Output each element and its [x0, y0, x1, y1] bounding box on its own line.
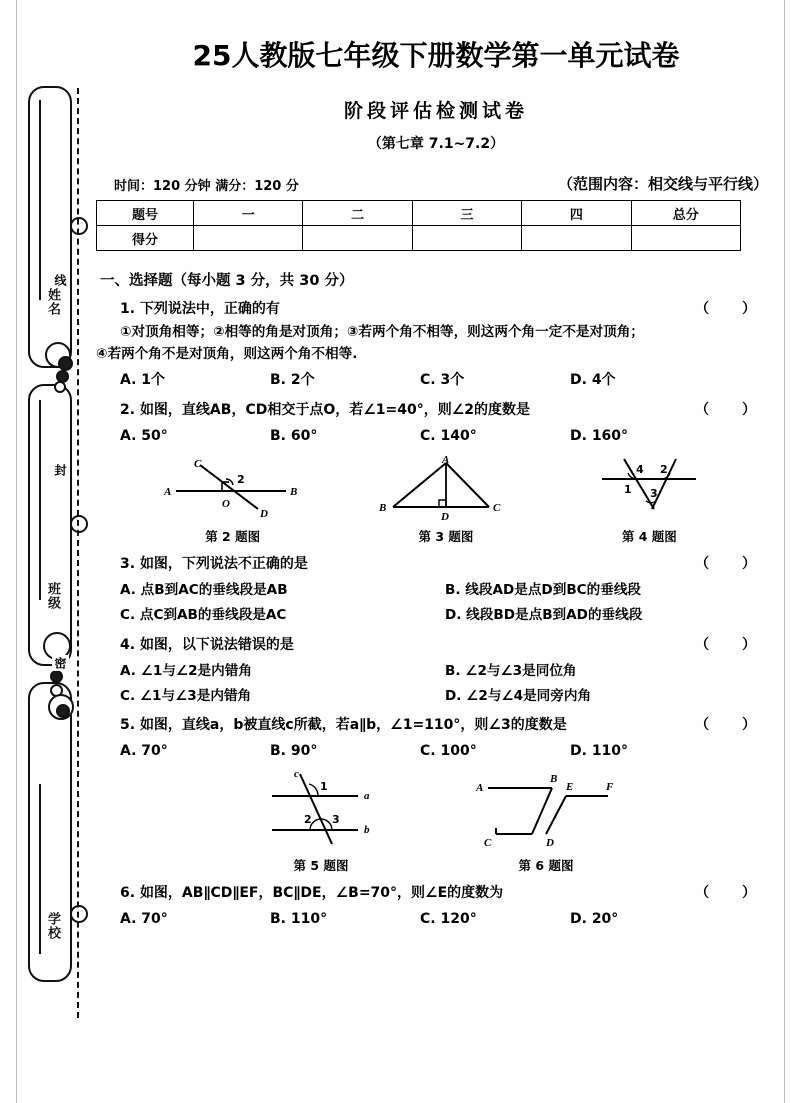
binder-ring-icon — [70, 217, 88, 235]
figure-label-angle-3: 3 — [332, 813, 340, 827]
option-d[interactable]: D. ∠2与∠4是同旁内角 — [445, 687, 592, 704]
figure-label-B: B — [550, 773, 558, 786]
figure-label-B: B — [378, 501, 387, 514]
figure-label-A: A — [441, 454, 450, 466]
option-a[interactable]: A. 70° — [120, 911, 168, 928]
question-text: 如图，直线AB，CD相交于点O，若∠1=40°，则∠2的度数是 — [139, 401, 531, 418]
figure-label-angle-1: 1 — [320, 780, 328, 794]
question-3-options-row2 — [120, 605, 776, 625]
option-b[interactable]: B. 90° — [270, 743, 318, 760]
question-5 — [96, 715, 776, 762]
figure-q5 — [246, 768, 396, 874]
figure-q6 — [466, 768, 626, 874]
chapter-range: （第七章 7.1~7.2） — [367, 136, 505, 152]
option-d[interactable]: D. 160° — [570, 427, 629, 444]
question-1-detail-line-1: ①对顶角相等；②相等的角是对顶角；③若两个角不相等，则这两个角一定不是对顶角； — [120, 324, 644, 340]
figure-caption-q3: 第 3 题图 — [418, 528, 474, 544]
score-input-cell[interactable] — [631, 226, 740, 251]
figure-row-bottom — [96, 768, 776, 874]
figure-q4-drawing — [584, 455, 714, 521]
scan-artifact-dot — [50, 670, 63, 683]
figure-caption-q2: 第 2 题图 — [205, 528, 261, 544]
question-6-options — [120, 909, 776, 930]
question-number: 1. — [120, 301, 136, 317]
question-text: 如图，直线a，b被直线c所截，若a∥b，∠1=110°，则∠3的度数是 — [139, 717, 567, 734]
seal-word-feng: 封 — [53, 464, 67, 476]
option-a[interactable]: A. 70° — [120, 743, 168, 760]
answer-blank-2[interactable]: （ ） — [695, 401, 770, 418]
seal-write-line-class — [39, 400, 41, 600]
figure-q5-drawing — [246, 768, 396, 850]
figure-label-angle-2: 2 — [660, 462, 668, 476]
answer-blank-3[interactable]: （ ） — [695, 555, 770, 572]
table-row — [97, 201, 741, 226]
question-3-stem — [120, 554, 308, 575]
scan-artifact-dot — [58, 356, 73, 371]
question-2-stem — [120, 400, 530, 421]
question-6 — [96, 883, 776, 930]
option-b[interactable]: B. 线段AD是点D到BC的垂线段 — [445, 581, 642, 598]
score-input-cell[interactable] — [522, 226, 631, 251]
score-table-cell: 一 — [194, 201, 303, 226]
figure-label-angle-4: 4 — [636, 462, 644, 476]
figure-label-E: E — [566, 781, 574, 794]
figure-label-c: c — [294, 768, 299, 781]
scope-note: （范围内容：相交线与平行线） — [557, 175, 768, 193]
option-d[interactable]: D. 110° — [570, 743, 629, 760]
figure-label-D: D — [440, 510, 449, 521]
option-c[interactable]: C. 100° — [420, 743, 477, 760]
table-row — [97, 226, 741, 251]
figure-q3-drawing — [371, 455, 521, 521]
answer-blank-4[interactable]: （ ） — [695, 636, 770, 653]
option-b[interactable]: B. ∠2与∠3是同位角 — [445, 662, 577, 679]
question-1-options — [120, 370, 776, 391]
seal-field-name-box — [28, 86, 72, 368]
seal-label-class: 班级 — [45, 582, 60, 610]
score-table-cell: 得分 — [97, 226, 194, 251]
scan-artifact-dot — [56, 704, 70, 718]
score-table-cell: 题号 — [97, 201, 194, 226]
score-table-cell: 总分 — [631, 201, 740, 226]
figure-label-angle-3: 3 — [650, 486, 658, 500]
question-text: 下列说法中，正确的有 — [139, 301, 280, 317]
answer-blank-5[interactable]: （ ） — [695, 717, 770, 734]
question-number: 2. — [120, 401, 136, 418]
score-input-cell[interactable] — [412, 226, 521, 251]
question-number: 5. — [120, 717, 136, 734]
seal-word-mi: 密 — [53, 657, 67, 669]
seal-field-class-box — [28, 384, 72, 666]
question-4 — [96, 635, 776, 707]
option-a[interactable]: A. 1个 — [120, 371, 166, 388]
figure-label-A: A — [163, 485, 171, 498]
question-1-stem — [120, 299, 280, 320]
figure-label-C: C — [193, 457, 201, 470]
scan-artifact-dot — [54, 381, 66, 393]
question-text: 如图，以下说法错误的是 — [139, 636, 294, 653]
score-table-cell: 三 — [412, 201, 521, 226]
sealing-line-area — [18, 84, 98, 994]
figure-q2 — [158, 455, 308, 545]
option-d[interactable]: D. 20° — [570, 911, 619, 928]
figure-label-a: a — [364, 790, 370, 803]
figure-label-angle-1: 1 — [624, 482, 632, 496]
option-b[interactable]: B. 110° — [270, 911, 328, 928]
exam-content — [96, 24, 776, 930]
option-d[interactable]: D. 4个 — [570, 371, 616, 388]
figure-label-O: O — [221, 497, 230, 510]
seal-word-xian: 线 — [53, 274, 67, 286]
question-text: 如图，AB∥CD∥EF，BC∥DE，∠B=70°，则∠E的度数为 — [139, 885, 504, 902]
figure-q6-drawing — [466, 768, 626, 850]
page-subtitle: 阶段评估检测试卷 — [343, 100, 528, 122]
option-c[interactable]: C. 120° — [420, 911, 477, 928]
figure-caption-q5: 第 5 题图 — [293, 858, 349, 874]
question-number: 6. — [120, 885, 136, 902]
question-text: 如图，下列说法不正确的是 — [139, 555, 308, 572]
seal-write-line-school — [39, 784, 41, 954]
score-table-cell: 二 — [303, 201, 412, 226]
figure-q4 — [584, 455, 714, 545]
answer-blank-1[interactable]: （ ） — [695, 301, 770, 317]
option-a[interactable]: A. 点B到AC的垂线段是AB — [120, 581, 288, 598]
option-c[interactable]: C. ∠1与∠3是内错角 — [120, 687, 252, 704]
figure-caption-q4: 第 4 题图 — [621, 528, 677, 544]
figure-label-D: D — [546, 837, 554, 850]
exam-meta-row — [96, 173, 776, 194]
question-1-detail-line-2: ④若两个角不是对顶角，则这两个角不相等. — [96, 346, 358, 363]
figure-label-C: C — [492, 501, 501, 514]
score-table-cell: 四 — [522, 201, 631, 226]
figure-row-top — [96, 455, 776, 545]
figure-label-A: A — [476, 782, 484, 795]
question-2-options — [120, 426, 776, 447]
question-4-options-row2 — [120, 686, 776, 706]
option-d[interactable]: D. 线段BD是点B到AD的垂线段 — [445, 607, 643, 624]
question-5-stem — [120, 715, 567, 736]
question-3 — [96, 554, 776, 626]
score-input-cell[interactable] — [303, 226, 412, 251]
answer-blank-6[interactable]: （ ） — [695, 885, 770, 902]
score-input-cell[interactable] — [194, 226, 303, 251]
question-4-options-row1 — [120, 661, 776, 681]
figure-q2-drawing — [158, 455, 308, 521]
seal-label-school: 学校 — [45, 912, 60, 940]
option-c[interactable]: C. 3个 — [420, 371, 465, 388]
seal-label-name: 姓名 — [45, 288, 60, 316]
question-number: 4. — [120, 636, 136, 653]
score-table — [96, 200, 741, 251]
option-a[interactable]: A. 50° — [120, 427, 168, 444]
time-and-total-score: 时间：120 分钟 满分：120 分 — [114, 179, 299, 194]
figure-q3 — [371, 455, 521, 545]
question-4-stem — [120, 635, 294, 656]
figure-label-D: D — [259, 507, 268, 520]
binder-ring-icon — [70, 515, 88, 533]
question-6-stem — [120, 883, 503, 904]
page-rule-right — [784, 0, 785, 1103]
seal-write-line-name — [39, 100, 41, 300]
question-1 — [96, 299, 776, 391]
figure-caption-q6: 第 6 题图 — [518, 858, 574, 874]
binder-ring-icon — [70, 905, 88, 923]
figure-label-angle-2: 2 — [304, 813, 312, 827]
option-c[interactable]: C. 点C到AB的垂线段是AC — [120, 607, 287, 624]
sealing-dashed-line — [77, 88, 79, 1018]
option-a[interactable]: A. ∠1与∠2是内错角 — [120, 662, 252, 679]
figure-label-b: b — [364, 824, 370, 837]
page-title: 25人教版七年级下册数学第一单元试卷 — [192, 39, 680, 72]
figure-label-C: C — [484, 837, 492, 850]
option-b[interactable]: B. 60° — [270, 427, 318, 444]
page-rule-left — [16, 0, 17, 1103]
figure-label-angle-2: 2 — [236, 472, 245, 486]
figure-label-B: B — [289, 485, 297, 498]
section-heading: 一、选择题（每小题 3 分，共 30 分） — [100, 273, 354, 289]
option-b[interactable]: B. 2个 — [270, 371, 315, 388]
figure-label-F: F — [606, 781, 614, 794]
question-2 — [96, 400, 776, 447]
question-3-options-row1 — [120, 580, 776, 600]
option-c[interactable]: C. 140° — [420, 427, 477, 444]
question-number: 3. — [120, 555, 136, 572]
question-5-options — [120, 741, 776, 762]
